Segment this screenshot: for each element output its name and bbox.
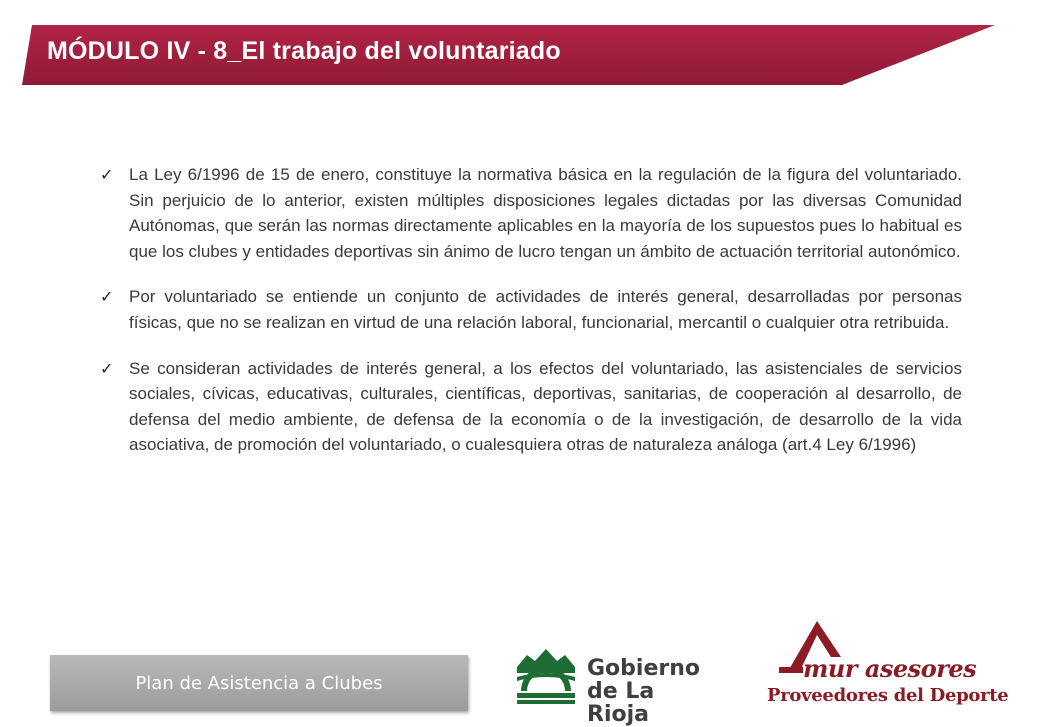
- list-item-text: Se consideran actividades de interés general, a los efectos del voluntariado, las asistenciales de servicios sociales, cívicas, educativas, culturales, científicas, deportivas, sanitarias, de cooperación al desarrollo, de defensa del medio ambiente, de defensa de la economía o de la investigación, de desarrollo de la vida asociativa, de promoción del voluntariado, o cualesquiera otras de naturaleza análoga (art.4 Ley 6/1996): [129, 358, 962, 455]
- list-item: [100, 356, 962, 458]
- list-item-text: Por voluntariado se entiende un conjunto de actividades de interés general, desarrolladas por personas físicas, que no se realizan en virtud de una relación laboral, funcionarial, mercantil o cualquier otra retribuida.: [129, 287, 962, 332]
- amur-logo-name: mur asesores: [803, 654, 977, 683]
- rioja-logo-line2: de La Rioja: [587, 679, 655, 727]
- list-item: [100, 284, 962, 335]
- rioja-emblem-icon: [515, 647, 577, 705]
- check-icon: ✓: [100, 165, 114, 184]
- list-item-text: La Ley 6/1996 de 15 de enero, constituye la normativa básica en la regulación de la figura del voluntariado. Sin perjuicio de lo anterior, existen múltiples disposiciones legales dictadas por las diversas Comunidad Autónomas, que serán las normas directamente aplicables en la mayoría de los supuestos pues lo habitual es que los clubes y entidades deportivas sin ánimo de lucro tengan un ámbito de actuación territorial autonómico.: [129, 165, 962, 261]
- rioja-logo-line1: Gobierno: [587, 656, 701, 681]
- footer-plan-bar: [50, 655, 468, 711]
- check-icon: ✓: [100, 358, 114, 378]
- gobierno-la-rioja-logo: [515, 645, 715, 727]
- footer-plan-label: Plan de Asistencia a Clubes: [135, 672, 383, 694]
- amur-logo-tagline: Proveedores del Deporte: [767, 685, 1009, 706]
- list-item: [100, 162, 962, 264]
- bullet-list: [100, 162, 962, 478]
- check-icon: ✓: [100, 287, 114, 307]
- rioja-logo-text: [587, 657, 715, 726]
- amur-asesores-logo: [765, 617, 1009, 713]
- page-title: MÓDULO IV - 8_El trabajo del voluntariado: [47, 37, 561, 65]
